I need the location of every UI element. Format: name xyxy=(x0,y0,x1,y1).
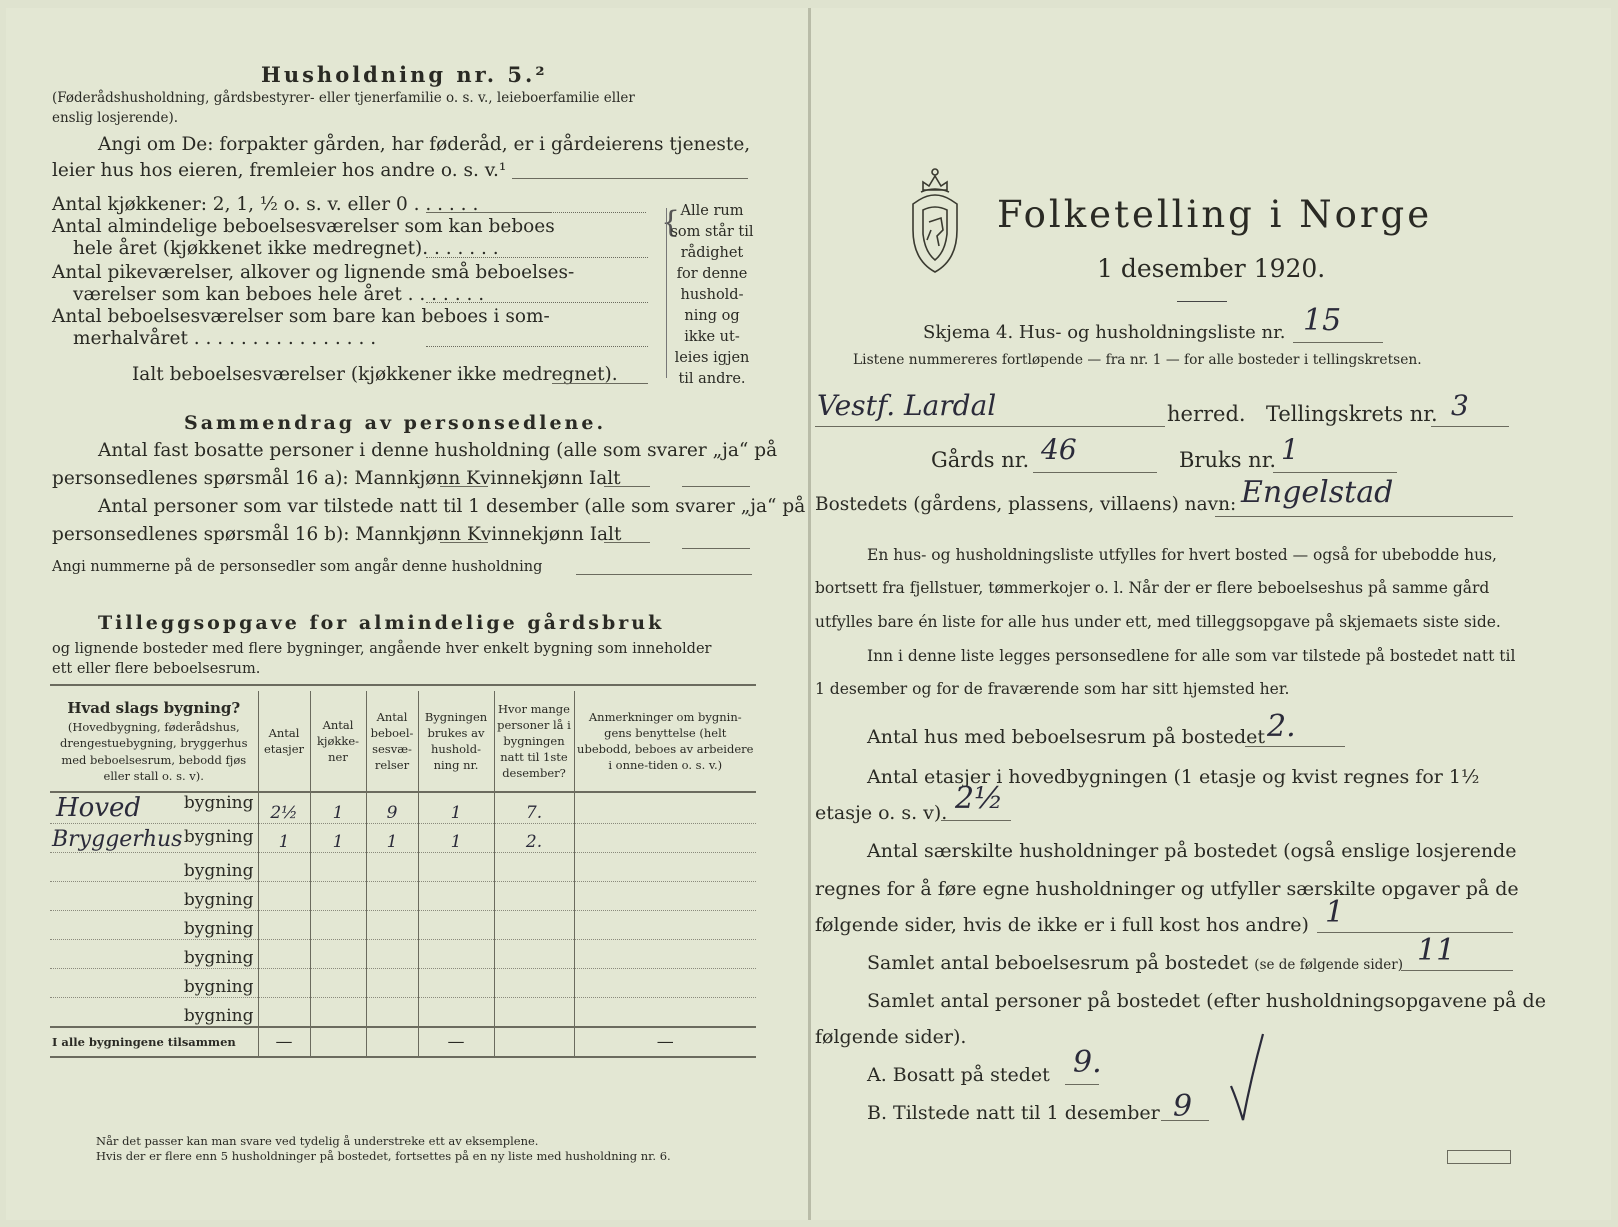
supplement-title: Tilleggsopgave for almindelige gårdsbruk xyxy=(98,612,665,634)
cell xyxy=(418,853,494,882)
rooms-label-text: Samlet antal beboelsesrum på bostedet xyxy=(867,952,1255,974)
answer-line xyxy=(1215,516,1513,517)
supplement-note-1: og lignende bosteder med flere bygninger, angående hver enkelt bygning som inneholder xyxy=(52,641,712,657)
supplement-note-2: ett eller flere beboelsesrum. xyxy=(52,661,261,677)
form-title: Folketelling i Norge xyxy=(997,193,1433,236)
place-name: Engelstad xyxy=(1241,475,1394,510)
answer-line xyxy=(1293,342,1383,343)
rule xyxy=(50,684,756,686)
row-label: bygning xyxy=(50,969,258,998)
cell xyxy=(494,853,574,882)
cell xyxy=(494,969,574,998)
herred-name: Vestf. Lardal xyxy=(817,389,997,422)
cell xyxy=(574,940,756,969)
cell xyxy=(574,998,756,1028)
cell xyxy=(310,882,366,911)
summary-numbers: Angi nummerne på de personsedler som angår denne husholdning xyxy=(52,559,543,575)
footnote-1: Når det passer kan man svare ved tydelig å understreke ett av eksemplene. xyxy=(96,1134,539,1148)
small-rooms-label-2: værelser som kan beboes hele året . . . . . . . xyxy=(73,284,485,305)
summary-title: Sammendrag av personsedlene. xyxy=(184,412,607,434)
brace-line: ning og xyxy=(684,308,740,324)
building-table xyxy=(50,691,756,1058)
answer-line xyxy=(1161,1120,1209,1121)
cell xyxy=(366,969,418,998)
answer-line xyxy=(426,212,550,213)
coat-of-arms-icon xyxy=(901,160,969,278)
brace-line: for denne xyxy=(676,266,748,282)
cell xyxy=(494,998,574,1028)
brace-line: rådighet xyxy=(680,245,744,261)
present-label: B. Tilstede natt til 1 desember xyxy=(867,1102,1160,1124)
answer-line xyxy=(1317,932,1513,933)
cell: 7. xyxy=(494,792,574,824)
brace-bar xyxy=(666,208,667,378)
brace-line: leies igjen xyxy=(674,350,750,366)
cell: 2½ xyxy=(258,792,310,824)
col-header: Antal beboel-sesvæ-relser xyxy=(366,691,418,792)
cell xyxy=(366,1027,418,1057)
cell xyxy=(310,998,366,1028)
row-label: bygning xyxy=(50,998,258,1028)
table-total-row xyxy=(50,1027,756,1057)
row-label: bygning xyxy=(50,853,258,882)
brace-note xyxy=(664,201,760,390)
total-label: I alle bygningene tilsammen xyxy=(50,1027,258,1057)
cell xyxy=(574,911,756,940)
cell xyxy=(258,998,310,1028)
brace-line: Alle rum xyxy=(680,203,744,219)
small-rooms-label-1: Antal pikeværelser, alkover og lignende små beboelses- xyxy=(52,262,575,283)
farm-number-label: Gårds nr. xyxy=(931,448,1030,472)
cell xyxy=(574,853,756,882)
summary-present-2: personsedlenes spørsmål 16 b): Mannkjønn Kvinnekjønn Ialt xyxy=(52,524,622,545)
cell: 1 xyxy=(418,792,494,824)
info-3: utfylles bare én liste for alle hus under ett, med tilleggsopgave på skjemaets siste side. xyxy=(815,613,1501,631)
cell xyxy=(310,940,366,969)
cell xyxy=(258,940,310,969)
row-suffix: bygning xyxy=(183,793,254,813)
household-title: Husholdning nr. 5.² xyxy=(261,62,548,87)
cell xyxy=(494,940,574,969)
answer-line xyxy=(1401,970,1513,971)
cell xyxy=(418,882,494,911)
cell: 1 xyxy=(310,792,366,824)
col-header: Antal etasjer xyxy=(258,691,310,792)
brace-line: til andre. xyxy=(678,371,746,387)
col-header: Antal kjøkke-ner xyxy=(310,691,366,792)
resident-count: 9. xyxy=(1073,1045,1102,1080)
cell xyxy=(310,969,366,998)
schema-label: Skjema 4. Hus- og husholdningsliste nr. xyxy=(923,322,1286,343)
info-5: 1 desember og for de fraværende som har sitt hjemsted her. xyxy=(815,680,1290,698)
right-page xyxy=(811,8,1611,1220)
present-count: 9 xyxy=(1173,1089,1193,1124)
dots xyxy=(550,212,646,213)
cell xyxy=(574,969,756,998)
footnote-2: Hvis der er flere enn 5 husholdninger på bostedet, fortsettes på en ny liste med husholdning nr. 6. xyxy=(96,1149,671,1163)
answer-line xyxy=(512,178,748,179)
answer-line xyxy=(941,820,1011,821)
total-rooms-count: 11 xyxy=(1417,933,1456,968)
cell xyxy=(418,969,494,998)
summary-resident-2: personsedlenes spørsmål 16 a): Mannkjønn Kvinnekjønn Ialt xyxy=(52,468,621,489)
summary-present-1: Antal personer som var tilstede natt til 1 desember (alle som svarer „ja“ på xyxy=(98,496,806,517)
answer-line xyxy=(440,542,488,543)
info-1: En hus- og husholdningsliste utfylles for hvert bosted — også for ubebodde hus, xyxy=(867,546,1497,564)
answer-line xyxy=(440,486,488,487)
cell: — xyxy=(574,1027,756,1057)
holding-number: 1 xyxy=(1281,433,1299,466)
cell xyxy=(310,853,366,882)
instruction-line-1: Angi om De: forpakter gården, har føderåd, er i gårdeierens tjeneste, xyxy=(98,134,751,155)
table-row xyxy=(50,853,756,882)
cell xyxy=(494,911,574,940)
form-date: 1 desember 1920. xyxy=(1097,254,1326,283)
brace: { xyxy=(661,205,681,240)
answer-line xyxy=(1245,746,1345,747)
table-row xyxy=(50,882,756,911)
summary-resident-1: Antal fast bosatte personer i denne husholdning (alle som svarer „ja“ på xyxy=(98,440,778,461)
table-row xyxy=(50,911,756,940)
houses-count: 2. xyxy=(1267,709,1296,744)
cell xyxy=(366,882,418,911)
dots xyxy=(426,346,648,347)
cell xyxy=(258,911,310,940)
col-header: Anmerkninger om bygnin-gens benyttelse (helt ubebodd, beboes av arbeidere i onne-tiden o. s. v.) xyxy=(574,691,756,792)
answer-line xyxy=(1431,426,1509,427)
table-header-row xyxy=(50,691,756,792)
rooms-year-label-1: Antal almindelige beboelsesværelser som kan beboes xyxy=(52,216,555,237)
rooms-label-note: (se de følgende sider) xyxy=(1254,957,1403,973)
households-label-3: følgende sider, hvis de ikke er i full kost hos andre) xyxy=(815,914,1309,936)
households-label-2: regnes for å føre egne husholdninger og utfyller særskilte opgaver på de xyxy=(815,878,1519,900)
cell xyxy=(310,1027,366,1057)
summer-rooms-label-2: merhalvåret . . . . . . . . . . . . . . . . xyxy=(73,328,377,349)
printer-stamp xyxy=(1447,1150,1511,1164)
row-label: bygning xyxy=(50,882,258,911)
cell xyxy=(366,998,418,1028)
district-number: 3 xyxy=(1451,389,1469,422)
numbering-note: Listene nummereres fortløpende — fra nr. 1 — for alle bosteder i tellingskretsen. xyxy=(853,352,1422,368)
farm-number: 46 xyxy=(1041,433,1077,466)
dots xyxy=(426,257,648,258)
dots xyxy=(426,302,648,303)
row-label: bygning xyxy=(50,940,258,969)
resident-label: A. Bosatt på stedet xyxy=(867,1064,1050,1086)
brace-line: hushold- xyxy=(680,287,744,303)
cell xyxy=(494,1027,574,1057)
row-label: bygning xyxy=(50,911,258,940)
floors-label-1: Antal etasjer i hovedbygningen (1 etasje og kvist regnes for 1½ xyxy=(867,766,1480,788)
check-mark-icon xyxy=(1227,1028,1267,1128)
cell xyxy=(418,998,494,1028)
total-rooms-label: Ialt beboelsesværelser (kjøkkener ikke medregnet). xyxy=(132,364,618,385)
total-rooms-label xyxy=(867,954,1403,973)
households-label-1: Antal særskilte husholdninger på bostedet (også enslige losjerende xyxy=(867,840,1517,862)
table-row xyxy=(50,998,756,1028)
cell: 1 xyxy=(366,824,418,853)
col-header: Bygningen brukes av hushold-ning nr. xyxy=(418,691,494,792)
rule xyxy=(1177,301,1227,302)
info-4: Inn i denne liste legges personsedlene for alle som var tilstede på bostedet natt til xyxy=(867,647,1516,665)
list-number: 15 xyxy=(1303,303,1342,338)
answer-line xyxy=(576,574,752,575)
answer-line xyxy=(1065,1084,1099,1085)
col-header-bold: Hvad slags bygning? xyxy=(67,699,241,718)
place-name-label: Bostedets (gårdens, plassens, villaens) navn: xyxy=(815,494,1237,515)
cell xyxy=(574,792,756,824)
answer-line xyxy=(815,426,1165,427)
brace-line: som står til xyxy=(670,224,754,240)
cell: 2. xyxy=(494,824,574,853)
cell: 1 xyxy=(418,824,494,853)
cell: 1 xyxy=(310,824,366,853)
row-label xyxy=(50,824,258,853)
col-header xyxy=(50,691,258,792)
answer-line xyxy=(604,542,650,543)
cell xyxy=(366,940,418,969)
cell xyxy=(494,882,574,911)
floors-count: 2½ xyxy=(955,781,1004,816)
answer-line xyxy=(552,383,648,384)
cell xyxy=(310,911,366,940)
answer-line xyxy=(1033,472,1157,473)
table-row xyxy=(50,969,756,998)
cell: — xyxy=(418,1027,494,1057)
row-suffix: bygning xyxy=(183,827,254,847)
table-row xyxy=(50,792,756,824)
cell xyxy=(258,853,310,882)
cell: 1 xyxy=(258,824,310,853)
answer-line xyxy=(682,548,750,549)
hw-building-name: Bryggerhus xyxy=(52,827,183,852)
cell xyxy=(418,911,494,940)
cell xyxy=(574,882,756,911)
left-page xyxy=(6,8,809,1220)
cell: — xyxy=(258,1027,310,1057)
cell xyxy=(258,969,310,998)
answer-line xyxy=(604,486,650,487)
holding-number-label: Bruks nr. xyxy=(1179,448,1277,472)
households-count: 1 xyxy=(1325,895,1345,930)
table-row xyxy=(50,940,756,969)
info-2: bortsett fra fjellstuer, tømmerkojer o. l. Når der er flere beboelseshus på samme gård xyxy=(815,579,1490,597)
cell xyxy=(366,911,418,940)
rooms-year-label-2: hele året (kjøkkenet ikke medregnet). . . . . . . xyxy=(73,238,499,259)
cell xyxy=(366,853,418,882)
persons-label-1: Samlet antal personer på bostedet (efter husholdningsopgavene på de xyxy=(867,990,1546,1012)
kitchen-count-label: Antal kjøkkener: 2, 1, ½ o. s. v. eller 0 . . . . . . xyxy=(52,194,479,215)
persons-label-2: følgende sider). xyxy=(815,1026,967,1048)
houses-label: Antal hus med beboelsesrum på bostedet xyxy=(867,726,1266,748)
brace-line: ikke ut- xyxy=(684,329,740,345)
answer-line xyxy=(682,486,750,487)
household-note-2: enslig losjerende). xyxy=(52,110,179,126)
hw-building-name: Hoved xyxy=(56,793,142,823)
summer-rooms-label-1: Antal beboelsesværelser som bare kan beboes i som- xyxy=(52,306,550,327)
answer-line xyxy=(1273,472,1397,473)
cell xyxy=(418,940,494,969)
herred-label: herred. xyxy=(1167,402,1246,426)
table-row xyxy=(50,824,756,853)
floors-label-2: etasje o. s. v). xyxy=(815,802,948,824)
cell xyxy=(574,824,756,853)
col-header-text: (Hovedbygning, føderådshus, drengestuebygning, bryggerhus med beboelsesrum, bebodd fjøs eller stall o. s. v). xyxy=(60,720,248,783)
instruction-line-2: leier hus hos eieren, fremleier hos andre o. s. v.¹ xyxy=(52,160,507,181)
cell xyxy=(258,882,310,911)
row-label xyxy=(50,792,258,824)
district-label: Tellingskrets nr. xyxy=(1266,402,1438,426)
cell: 9 xyxy=(366,792,418,824)
household-note-1: (Føderådshusholdning, gårdsbestyrer- eller tjenerfamilie o. s. v., leieboerfamilie eller xyxy=(52,90,635,106)
col-header: Hvor mange personer lå i bygningen natt til 1ste desember? xyxy=(494,691,574,792)
